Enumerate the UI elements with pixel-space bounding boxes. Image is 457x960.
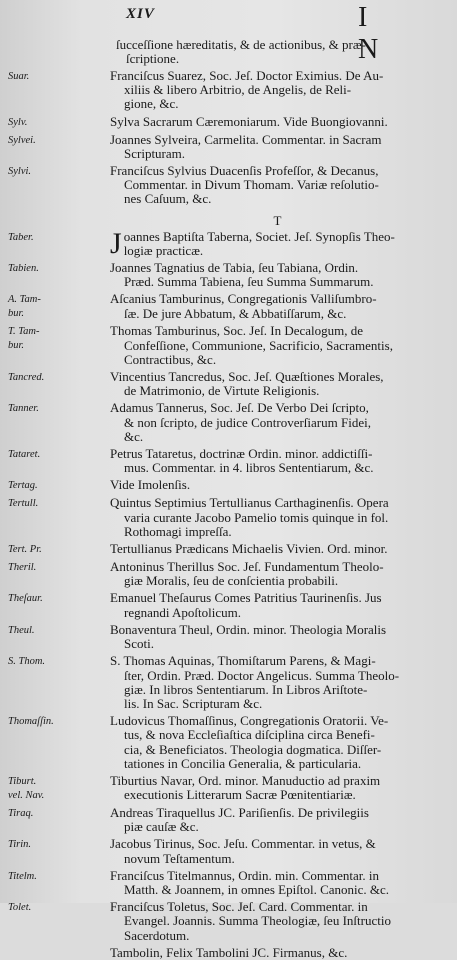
index-entry xyxy=(8,654,447,711)
entry-abbreviation xyxy=(8,900,104,943)
entry-text xyxy=(104,900,447,943)
entry-line: Quintus Septimius Tertullianus Carthaginenſis. Opera xyxy=(110,495,389,511)
entry-line: Antoninus Therillus Soc. Jeſ. Fundamentum Theolo- xyxy=(110,559,384,575)
abbreviation-line: S. Thom. xyxy=(8,656,46,668)
entry-abbreviation xyxy=(8,478,104,493)
index-entry xyxy=(8,946,447,960)
entry-text xyxy=(104,370,447,398)
entry-line: Evangel. Joannis. Summa Theologiæ, ſeu Inſtructio xyxy=(124,913,391,929)
entry-line: ſæ. De jure Abbatum, & Abbatiſſarum, &c. xyxy=(124,305,347,321)
continuation-line: ſucceſſione hæreditatis, & de actionibus, & præ- xyxy=(116,37,366,52)
entry-line: Tertullianus Prædicans Michaelis Vivien. Ord. minor. xyxy=(110,541,388,557)
entry-line: Franciſcus Suarez, Soc. Jeſ. Doctor Eximius. De Au- xyxy=(110,68,384,83)
index-entry xyxy=(8,560,447,588)
abbreviation-line: Theſaur. xyxy=(8,593,43,605)
entry-line: Aſcanius Tamburinus, Congregationis Valliſumbro- xyxy=(110,291,377,307)
entry-line: lis. In Sac. Scripturam &c. xyxy=(124,695,263,711)
entry-line: Thomas Tamburinus, Soc. Jeſ. In Decalogum, de xyxy=(110,323,364,339)
index-entry xyxy=(8,591,447,619)
entry-abbreviation xyxy=(8,370,104,398)
index-entry xyxy=(8,900,447,943)
entry-line: Franciſcus Titelmannus, Ordin. min. Commentar. in xyxy=(110,867,380,883)
entry-line: Franciſcus Toletus, Soc. Jeſ. Card. Commentar. in xyxy=(110,899,368,915)
entry-line: Adamus Tannerus, Soc. Jeſ. De Verbo Dei ſcripto, xyxy=(110,400,369,416)
entry-line: Sylva Sacrarum Cæremoniarum. Vide Buongiovanni. xyxy=(110,113,388,129)
continuation-line: ſcriptione. xyxy=(126,51,180,66)
entry-line: giæ. In libros Sententiarum. In Libros Ariſtote- xyxy=(124,681,368,697)
entry-line: Scoti. xyxy=(124,636,154,652)
entry-abbreviation xyxy=(8,401,104,444)
entry-line: Ludovicus Thomaſſinus, Congregationis Oratorii. Ve- xyxy=(110,713,389,729)
entry-line: giæ Moralis, ſeu de conſcientia probabili. xyxy=(124,573,339,589)
entry-line: Confeſſione, Communione, Sacrificio, Sacramentis, xyxy=(124,337,393,353)
entry-line: Scripturam. xyxy=(124,145,186,161)
abbreviation-line: Sylvi. xyxy=(8,166,32,178)
abbreviation-line: Sylvei. xyxy=(8,134,36,146)
running-head: I N xyxy=(358,2,397,65)
abbreviation-line: Theril. xyxy=(8,562,37,574)
entry-text xyxy=(104,623,447,651)
entry-abbreviation xyxy=(8,946,104,960)
abbreviation-line: A. Tam- xyxy=(8,294,41,306)
entry-line: Contractibus, &c. xyxy=(124,351,217,367)
entry-text xyxy=(104,261,447,289)
entry-abbreviation xyxy=(8,806,104,834)
entry-line: Vincentius Tancredus, Soc. Jeſ. Quæſtiones Morales, xyxy=(110,369,384,385)
entry-abbreviation xyxy=(8,115,104,130)
entry-line: & non ſcripto, de judice Controverſiarum Fidei, xyxy=(124,414,371,430)
index-entry xyxy=(8,226,447,260)
section-letter: T xyxy=(273,212,282,228)
index-entry xyxy=(8,806,447,834)
abbreviation-line: T. Tam- xyxy=(8,326,40,338)
entry-text xyxy=(104,591,447,619)
abbreviation-line: Suar. xyxy=(8,71,30,82)
entry-text xyxy=(104,69,447,112)
index-entry xyxy=(8,478,447,493)
entry-line: Matth. & Joannem, in omnes Epiſtol. Canonic. &c. xyxy=(124,881,390,897)
index-entry xyxy=(8,164,447,207)
entry-abbreviation xyxy=(8,447,104,475)
abbreviation-line: bur. xyxy=(8,308,25,320)
index-entry xyxy=(8,261,447,289)
abbreviation-line: Titelm. xyxy=(8,870,37,882)
index-entry xyxy=(8,401,447,444)
index-entry xyxy=(8,623,447,651)
entry-line: piæ cauſæ &c. xyxy=(124,819,199,835)
entry-text xyxy=(104,946,447,960)
abbreviation-line: Sylv. xyxy=(8,116,28,128)
entry-line: Franciſcus Sylvius Duacenſis Profeſſor, & Decanus, xyxy=(110,163,379,179)
entry-text xyxy=(104,115,447,130)
entry-line: oannes Baptiſta Taberna, Societ. Jeſ. Synopſis Theo- xyxy=(123,228,395,244)
entry-text xyxy=(104,869,447,897)
entry-abbreviation xyxy=(8,623,104,651)
entry-text xyxy=(104,654,447,711)
entry-line: Sacerdotum. xyxy=(124,927,190,943)
abbreviation-line: Tabien. xyxy=(8,263,39,275)
abbreviation-line: Tertull. xyxy=(8,498,39,510)
entry-line: Emanuel Theſaurus Comes Patritius Taurinenſis. Jus xyxy=(110,590,382,606)
index-entry xyxy=(8,447,447,475)
entry-line: varia curante Jacobo Pamelio tomis quinque in fol. xyxy=(124,509,389,525)
entry-abbreviation xyxy=(8,261,104,289)
entry-text xyxy=(104,226,447,260)
entry-line: Tiburtius Navar, Ord. minor. Manuductio ad praxim xyxy=(110,772,381,788)
entry-text xyxy=(104,714,447,771)
entry-line: tus, & nova Eccleſiaſtica diſciplina circa Benefi- xyxy=(124,727,375,743)
entry-line: ſter, Ordin. Præd. Doctor Angelicus. Summa Theolo- xyxy=(124,667,400,683)
entry-text xyxy=(104,542,447,557)
entry-line: Jacobus Tirinus, Soc. Jeſu. Commentar. in vetus, & xyxy=(110,836,376,852)
entry-text xyxy=(104,560,447,588)
entry-abbreviation xyxy=(8,542,104,557)
entry-text xyxy=(104,133,447,161)
entry-line: Vide Imolenſis. xyxy=(110,477,191,493)
entry-text xyxy=(104,324,447,367)
index-entry xyxy=(8,115,447,130)
entry-line: tationes in Concilia Generalia, & particularia. xyxy=(124,755,362,771)
entry-line: S. Thomas Aquinas, Thomiſtarum Parens, & Magi- xyxy=(110,653,376,669)
entry-line: nes Caſuum, &c. xyxy=(124,191,212,207)
entry-abbreviation xyxy=(8,496,104,539)
entry-abbreviation xyxy=(8,69,104,112)
entry-text xyxy=(104,806,447,834)
entry-abbreviation xyxy=(8,560,104,588)
abbreviation-line: Tiburt. xyxy=(8,775,37,787)
abbreviation-line: Tert. Pr. xyxy=(8,544,42,556)
entry-text xyxy=(104,478,447,493)
entry-abbreviation xyxy=(8,164,104,207)
entry-line: de Matrimonio, de Virtute Religionis. xyxy=(124,383,320,399)
entries-s xyxy=(8,69,447,207)
entry-abbreviation xyxy=(8,837,104,865)
entry-text xyxy=(104,164,447,207)
entry-abbreviation xyxy=(8,324,104,367)
index-entry xyxy=(8,324,447,367)
entry-abbreviation xyxy=(8,714,104,771)
entry-line: Rothomagi impreſſa. xyxy=(124,523,232,539)
entry-abbreviation xyxy=(8,654,104,711)
entry-abbreviation xyxy=(8,591,104,619)
entry-line: Commentar. in Divum Thomam. Variæ reſolutio- xyxy=(124,177,379,193)
entry-line: Andreas Tiraquellus JC. Pariſienſis. De privilegiis xyxy=(110,804,369,820)
drop-initial: J xyxy=(110,226,122,260)
entry-abbreviation xyxy=(8,774,104,803)
entry-line: gione, &c. xyxy=(124,96,179,112)
entry-line: Joannes Sylveira, Carmelita. Commentar. in Sacram xyxy=(110,131,382,147)
entry-abbreviation xyxy=(8,230,104,258)
entry-text xyxy=(104,496,447,539)
entry-line: Tambolin, Felix Tambolini JC. Firmanus, &c. xyxy=(110,944,348,960)
abbreviation-line: Thomaſſin. xyxy=(8,716,54,728)
index-entry xyxy=(8,370,447,398)
entry-text xyxy=(104,837,447,865)
entry-line: mus. Commentar. in 4. libros Sententiarum, &c. xyxy=(124,460,374,476)
entry-line: Joannes Tagnatius de Tabia, ſeu Tabiana, Ordin. xyxy=(110,260,359,276)
entry-text xyxy=(104,292,447,321)
entry-text xyxy=(104,401,447,444)
entry-line: Bonaventura Theul, Ordin. minor. Theologia Moralis xyxy=(110,621,387,637)
index-entry xyxy=(8,69,447,112)
entries-t xyxy=(8,226,447,960)
entry-line: executionis Litterarum Sacræ Pœnitentiariæ. xyxy=(124,787,356,803)
abbreviation-line: Tancred. xyxy=(8,372,45,384)
entry-abbreviation xyxy=(8,133,104,161)
entry-line: Petrus Tataretus, doctrinæ Ordin. minor. addictiſſi- xyxy=(110,446,373,462)
abbreviation-line: bur. xyxy=(8,340,25,352)
abbreviation-line: Taber. xyxy=(8,231,34,243)
entry-line: novum Teſtamentum. xyxy=(124,850,235,866)
index-entry xyxy=(8,496,447,539)
index-entry xyxy=(8,292,447,321)
index-entry xyxy=(8,869,447,897)
index-entry xyxy=(8,542,447,557)
index-entry xyxy=(8,837,447,865)
entry-line: logiæ practicæ. xyxy=(123,242,204,258)
abbreviation-line: Tertag. xyxy=(8,480,38,492)
entry-line: regnandi Apoſtolicum. xyxy=(124,604,241,620)
page-number: XIV xyxy=(126,6,155,22)
entry-line: &c. xyxy=(124,428,144,444)
abbreviation-line: Tanner. xyxy=(8,403,39,415)
entry-line: Præd. Summa Tabiena, ſeu Summa Summarum. xyxy=(124,274,374,290)
abbreviation-line: vel. Nav. xyxy=(8,789,45,801)
entry-abbreviation xyxy=(8,869,104,897)
entry-text xyxy=(104,774,447,803)
abbreviation-line: Theul. xyxy=(8,624,35,636)
entry-line: cia, & Beneficiatos. Theologia dogmatica. Diſſer- xyxy=(124,741,382,757)
entry-abbreviation xyxy=(8,292,104,321)
abbreviation-line: Tataret. xyxy=(8,449,41,461)
entry-line: xiliis & libero Arbitrio, de Angelis, de Reli- xyxy=(124,82,352,98)
index-entry xyxy=(8,714,447,771)
entry-text xyxy=(104,447,447,475)
abbreviation-line: Tiraq. xyxy=(8,807,34,819)
index-entry xyxy=(8,133,447,161)
abbreviation-line: Tirin. xyxy=(8,839,32,851)
abbreviation-line: Tolet. xyxy=(8,902,32,914)
index-entry xyxy=(8,774,447,803)
